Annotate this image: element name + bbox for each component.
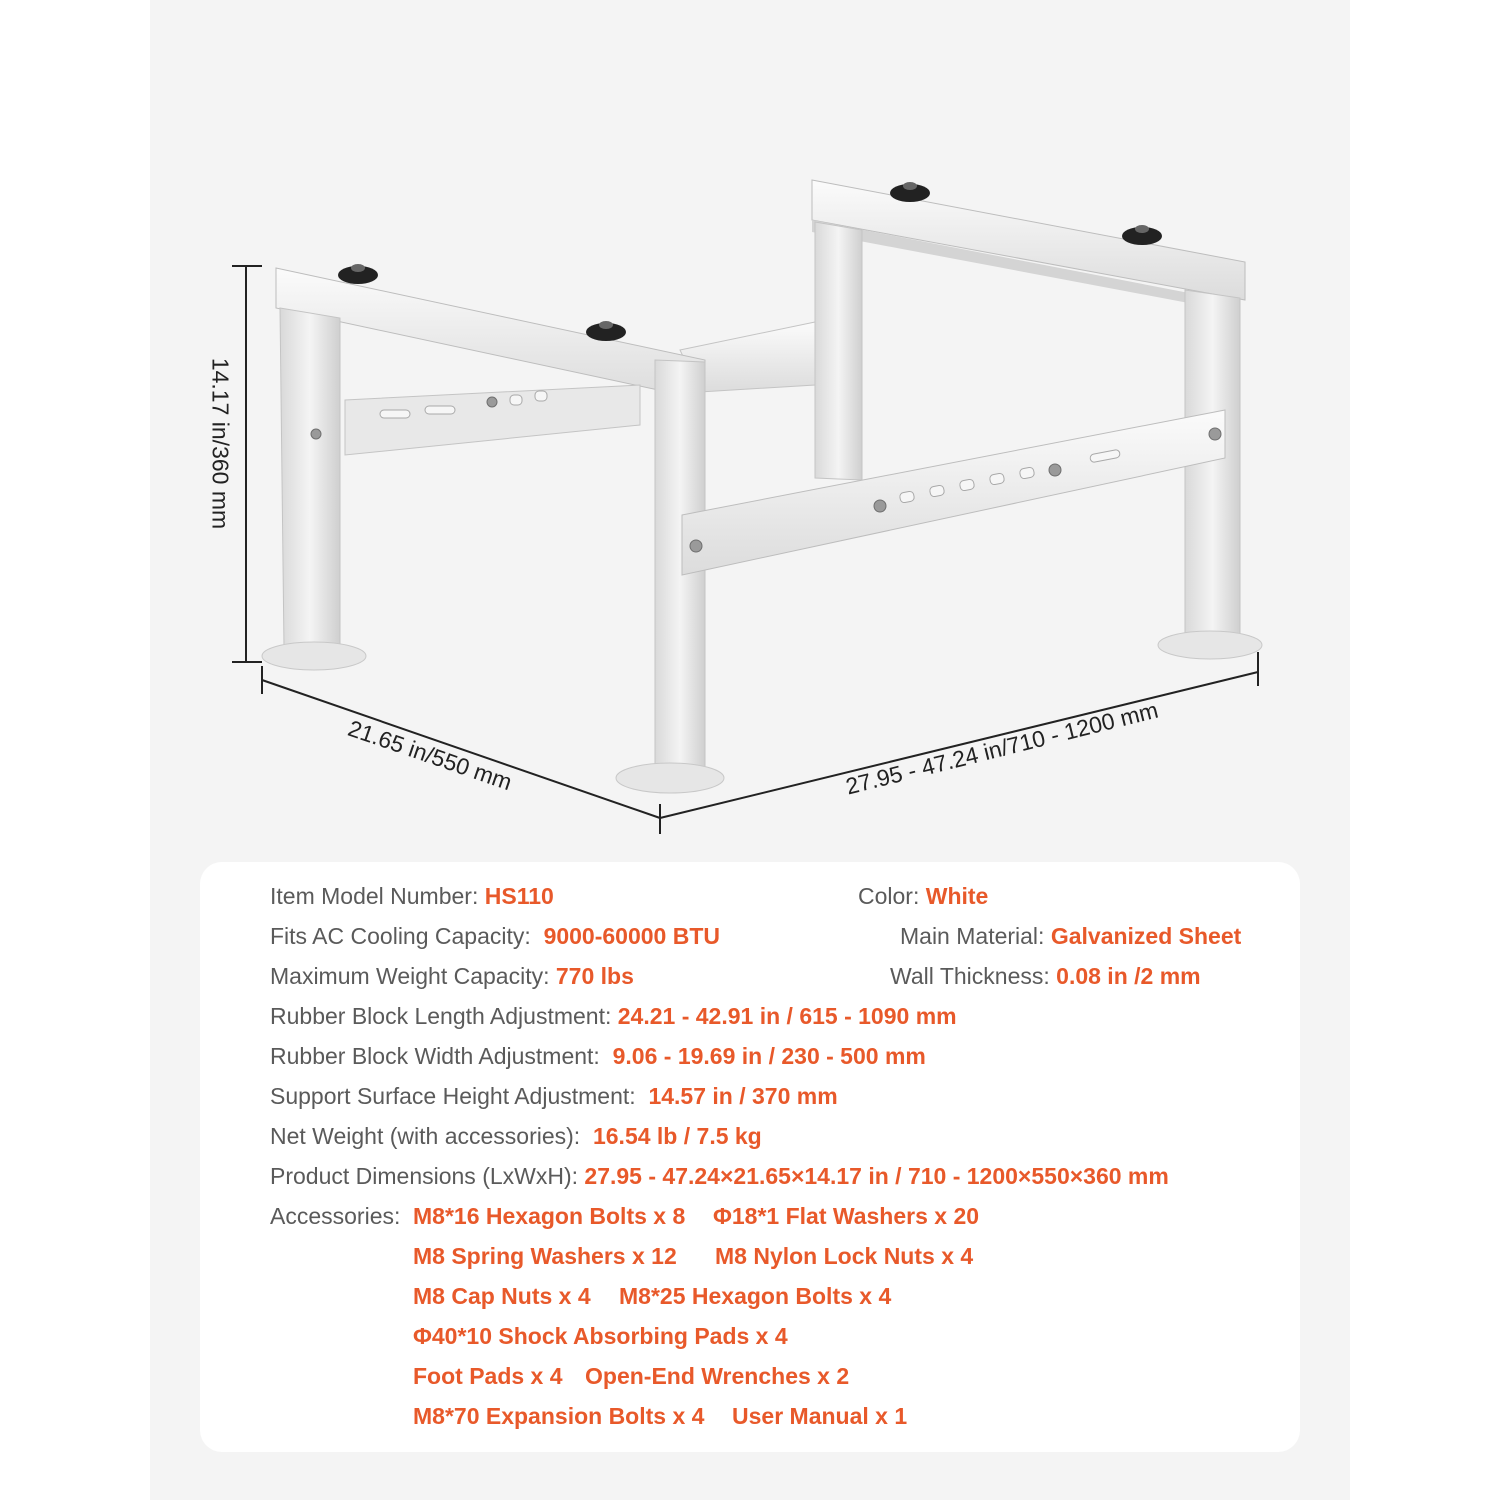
accessory-item: M8*16 Hexagon Bolts x 8	[413, 1203, 686, 1229]
spec-wall-thickness	[890, 962, 1201, 990]
accessory-item: M8*70 Expansion Bolts x 4	[413, 1403, 705, 1429]
depth-dimension-label: 21.65 in/550 mm	[344, 714, 516, 796]
accessory-item: Φ40*10 Shock Absorbing Pads x 4	[413, 1323, 788, 1349]
spec-color	[858, 882, 988, 910]
spec-label: Support Surface Height Adjustment:	[270, 1083, 636, 1109]
spec-value: 14.57 in / 370 mm	[648, 1083, 838, 1109]
spec-value: HS110	[484, 883, 554, 909]
spec-weight-capacity	[270, 962, 634, 990]
height-dimension-label: 14.17 in/360 mm	[207, 357, 234, 530]
spec-value: 9000-60000 BTU	[543, 923, 721, 949]
accessory-item: Φ18*1 Flat Washers x 20	[713, 1203, 980, 1229]
spec-label: Color:	[858, 883, 920, 909]
accessory-item: M8 Nylon Lock Nuts x 4	[715, 1243, 974, 1269]
spec-model	[270, 882, 554, 910]
spec-label: Maximum Weight Capacity:	[270, 963, 550, 989]
spec-label: Main Material:	[900, 923, 1045, 949]
spec-label: Net Weight (with accessories):	[270, 1123, 581, 1149]
accessory-item: Foot Pads x 4	[413, 1363, 563, 1389]
spec-label: Product Dimensions (LxWxH):	[270, 1163, 579, 1189]
spec-value: White	[925, 883, 989, 909]
accessory-item: Open-End Wrenches x 2	[585, 1363, 850, 1389]
spec-cooling	[270, 922, 720, 950]
spec-height-adjustment	[270, 1082, 838, 1110]
spec-product-dimensions	[270, 1162, 1169, 1190]
spec-label: Fits AC Cooling Capacity:	[270, 923, 531, 949]
spec-value: 16.54 lb / 7.5 kg	[592, 1123, 762, 1149]
spec-net-weight	[270, 1122, 762, 1150]
spec-label: Wall Thickness:	[890, 963, 1050, 989]
spec-value: 27.95 - 47.24×21.65×14.17 in / 710 - 1200×550×360 mm	[584, 1163, 1169, 1189]
accessory-item: M8*25 Hexagon Bolts x 4	[619, 1283, 892, 1309]
accessory-item: M8 Spring Washers x 12	[413, 1243, 677, 1269]
accessory-item: User Manual x 1	[732, 1403, 908, 1429]
spec-value: 24.21 - 42.91 in / 615 - 1090 mm	[617, 1003, 957, 1029]
spec-label: Item Model Number:	[270, 883, 479, 909]
width-dimension-label: 27.95 - 47.24 in/710 - 1200 mm	[843, 696, 1161, 800]
spec-value: 9.06 - 19.69 in / 230 - 500 mm	[612, 1043, 926, 1069]
spec-material	[900, 922, 1241, 950]
spec-width-adjustment	[270, 1042, 926, 1070]
spec-value: Galvanized Sheet	[1050, 923, 1242, 949]
spec-label: Rubber Block Length Adjustment:	[270, 1003, 612, 1029]
spec-value: 0.08 in /2 mm	[1056, 963, 1201, 989]
front-frame	[262, 268, 724, 793]
spec-value: 770 lbs	[555, 963, 634, 989]
spec-length-adjustment	[270, 1002, 957, 1030]
accessories-label: Accessories:	[270, 1203, 401, 1229]
spec-label: Rubber Block Width Adjustment:	[270, 1043, 600, 1069]
accessory-item: M8 Cap Nuts x 4	[413, 1283, 591, 1309]
adjustable-bar	[682, 410, 1225, 575]
